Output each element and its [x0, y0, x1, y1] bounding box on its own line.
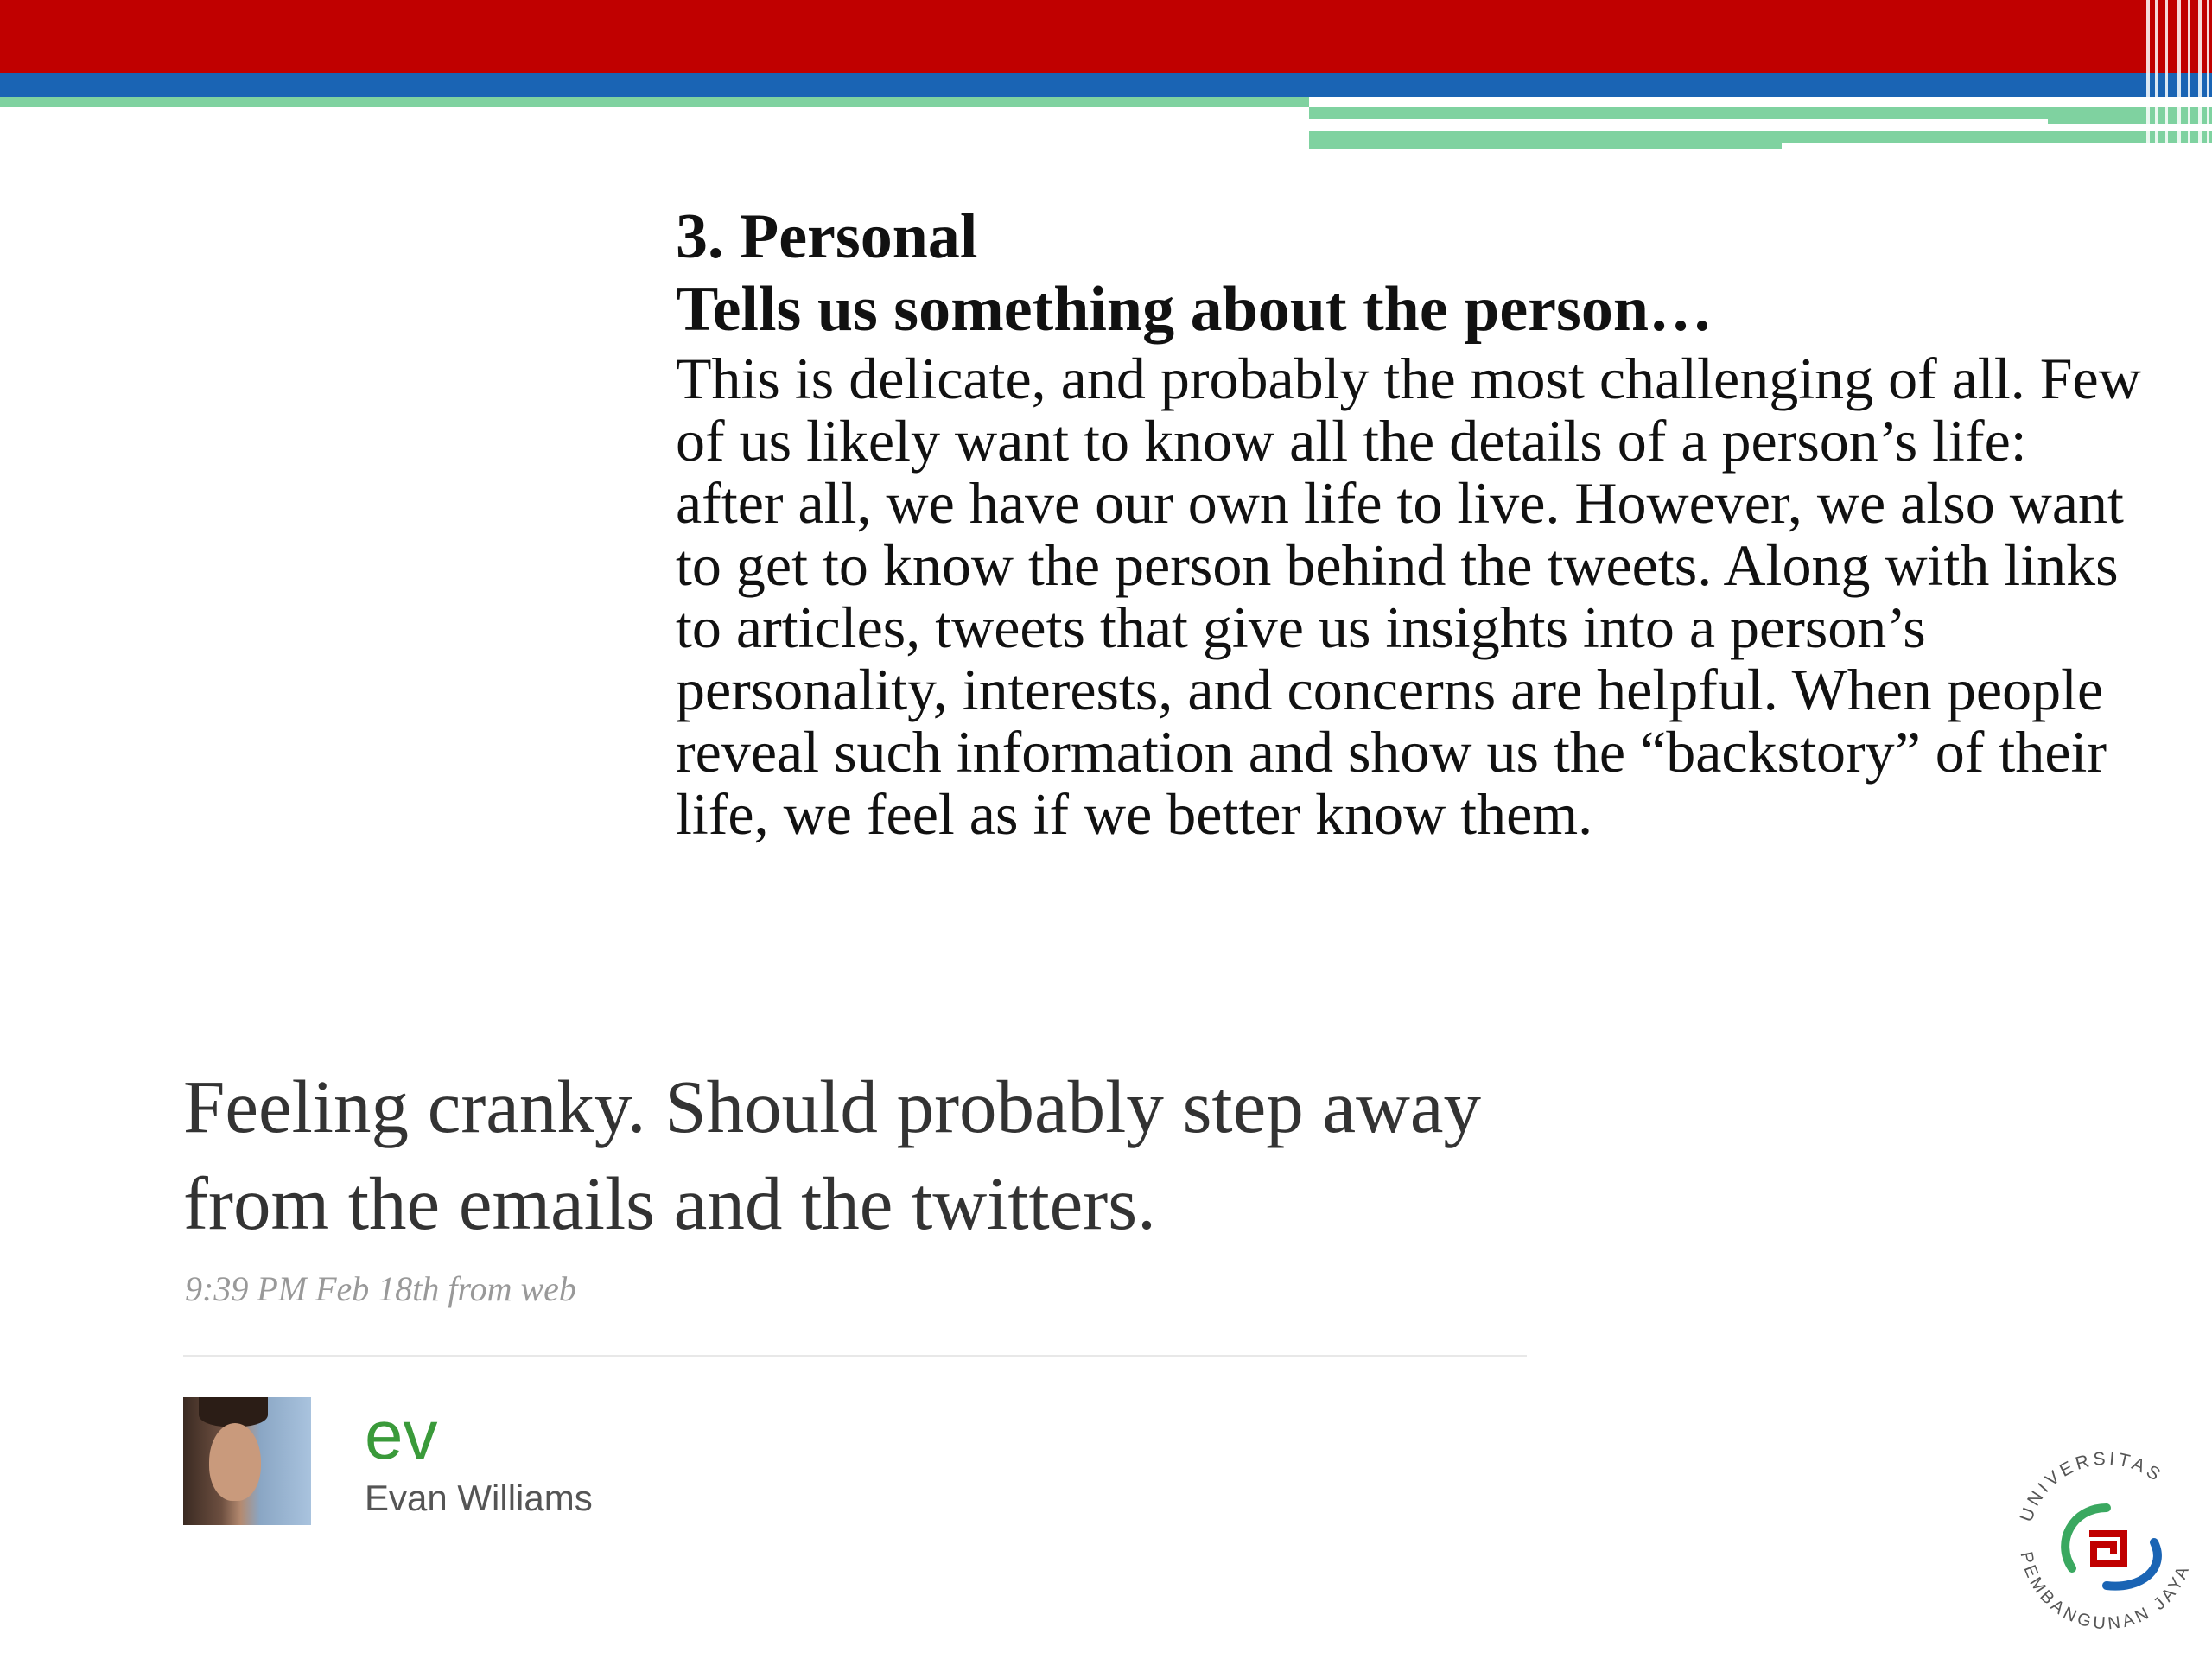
logo-text-top: UNIVERSITAS — [2016, 1448, 2167, 1525]
tweet-full-name: Evan Williams — [365, 1478, 593, 1518]
logo-text-bottom: PEMBANGUNAN JAYA — [2016, 1549, 2195, 1634]
header-red-bar — [0, 0, 2212, 73]
slide-heading: 3. Personal — [676, 201, 978, 272]
tweet-divider — [183, 1355, 1527, 1357]
university-logo — [2003, 1439, 2210, 1646]
tweet-text: Feeling cranky. Should probably step away from the emails and the twitters. — [183, 1065, 1482, 1245]
avatar — [183, 1397, 311, 1525]
slide-subheading: Tells us something about the person… — [676, 274, 1713, 345]
header-green-bar — [0, 97, 1309, 107]
slide-body: This is delicate, and probably the most challenging of all. Few of us likely want to know all the details of a person’s life: after all, we have our own life to live. However, we also want to get to know the person behind the tweets. Along with links to articles, tweets that give us insights into a person’s personality, interests, and concerns are helpful. When people reveal such information and show us the “backstory” of their life, we feel as if we better know them. — [676, 346, 2141, 847]
header-white-line — [1309, 119, 2048, 124]
tweet-timestamp: 9:39 PM Feb 18th from web — [185, 1269, 576, 1308]
header-blue-bar — [0, 73, 2212, 97]
header-stripes — [2143, 0, 2212, 149]
tweet-username: ev — [365, 1396, 438, 1473]
